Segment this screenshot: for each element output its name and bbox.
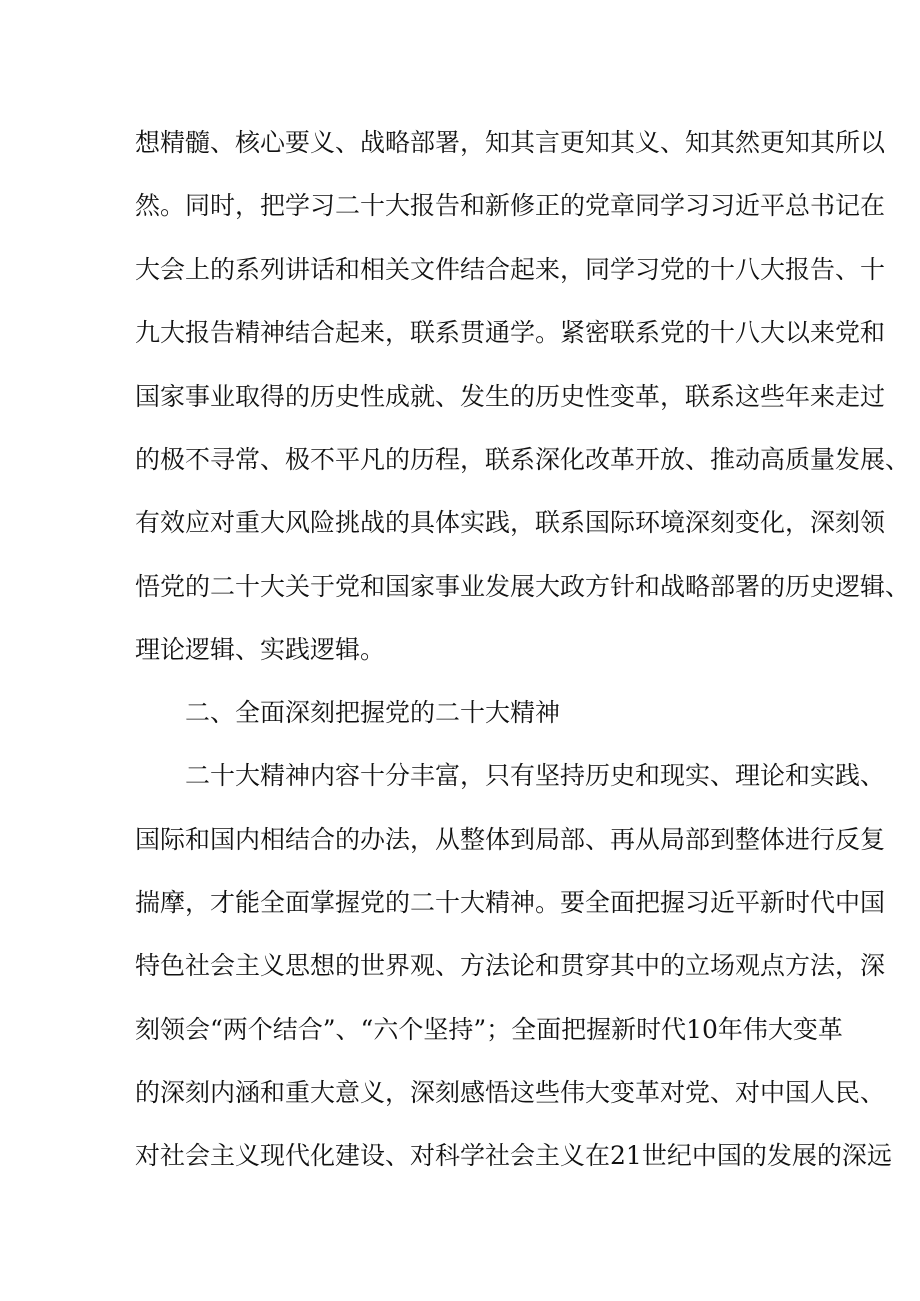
paragraph-2-line-7: 对社会主义现代化建设、对科学社会主义在21世纪中国的发展的深远	[135, 1141, 892, 1170]
paragraph-1-line-2: 然。同时，把学习二十大报告和新修正的党章同学习习近平总书记在	[135, 191, 886, 220]
paragraph-1-line-3: 大会上的系列讲话和相关文件结合起来，同学习党的十八大报告、十	[135, 255, 886, 284]
paragraph-1-line-1: 想精髓、核心要义、战略部署，知其言更知其义、知其然更知其所以	[135, 128, 886, 157]
paragraph-1-line-5: 国家事业取得的历史性成就、发生的历史性变革，联系这些年来走过	[135, 382, 886, 411]
section-heading-2: 二、全面深刻把握党的二十大精神	[185, 698, 561, 727]
paragraph-2-line-3: 揣摩，才能全面掌握党的二十大精神。要全面把握习近平新时代中国	[135, 888, 886, 917]
paragraph-1-line-4: 九大报告精神结合起来，联系贯通学。紧密联系党的十八大以来党和	[135, 318, 886, 347]
paragraph-2-line-1: 二十大精神内容十分丰富，只有坚持历史和现实、理论和实践、	[185, 761, 886, 790]
paragraph-1-line-9: 理论逻辑、实践逻辑。	[135, 635, 386, 664]
paragraph-2-line-2: 国际和国内相结合的办法，从整体到局部、再从局部到整体进行反复	[135, 825, 886, 854]
paragraph-1-line-7: 有效应对重大风险挑战的具体实践，联系国际环境深刻变化，深刻领	[135, 508, 886, 537]
paragraph-1-line-6: 的极不寻常、极不平凡的历程，联系深化改革开放、推动高质量发展、	[135, 445, 911, 474]
paragraph-1-line-8: 悟党的二十大关于党和国家事业发展大政方针和战略部署的历史逻辑、	[135, 572, 911, 601]
paragraph-2-line-4: 特色社会主义思想的世界观、方法论和贯穿其中的立场观点方法，深	[135, 951, 886, 980]
paragraph-2-line-6: 的深刻内涵和重大意义，深刻感悟这些伟大变革对党、对中国人民、	[135, 1078, 886, 1107]
paragraph-2-line-5: 刻领会“两个结合”、“六个坚持”；全面把握新时代10年伟大变革	[135, 1015, 843, 1044]
